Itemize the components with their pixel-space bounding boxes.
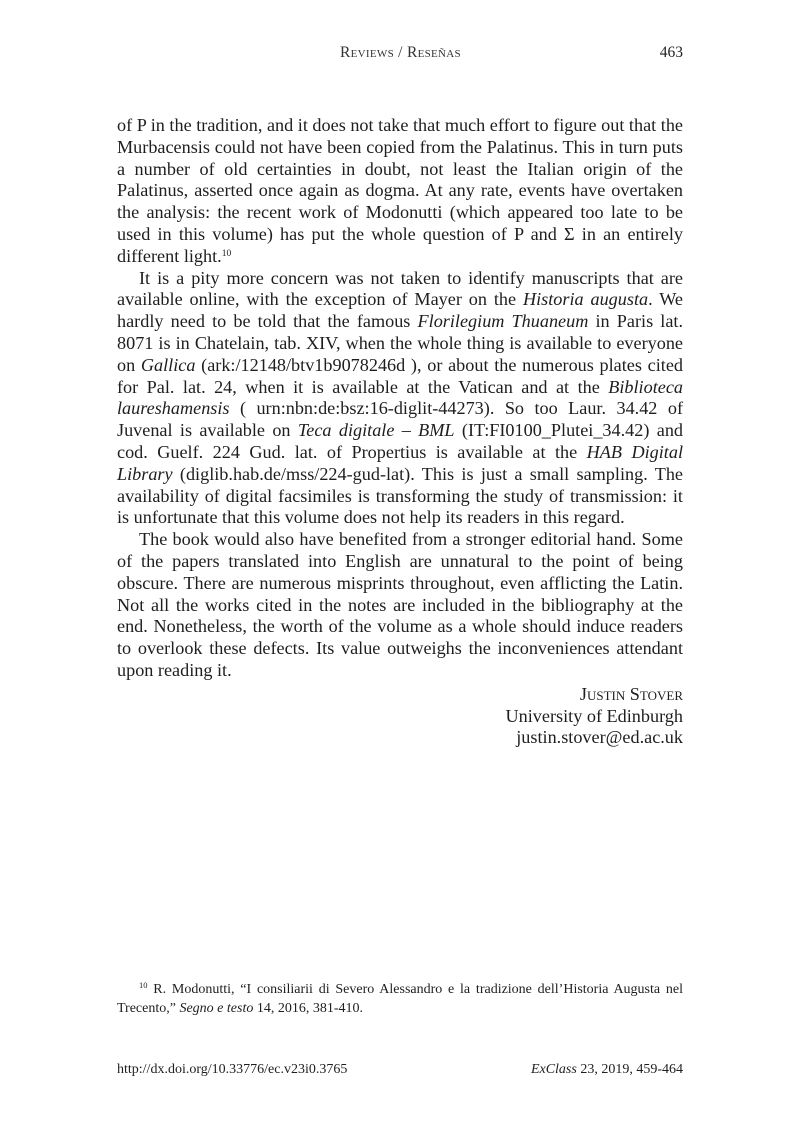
- footnote-text: R. Modonutti, “I consiliarii di Severo Alessandro e la tradizione dell’Historia Augusta nel Trecento,”: [117, 982, 683, 1016]
- title-gallica: Gallica: [140, 354, 196, 375]
- title-hab-digital-library: HAB Digital Library: [117, 441, 683, 484]
- citation-details: 23, 2019, 459-464: [576, 1062, 683, 1077]
- title-florilegium-thuaneum: Florilegium Thuaneum: [417, 311, 589, 332]
- doi-link[interactable]: http://dx.doi.org/10.33776/ec.v23i0.3765: [117, 1062, 348, 1077]
- paragraph-1-text: of P in the tradition, and it does not take that much effort to figure out that the Murbacensis could not have been copied from the Palatinus. This in turn puts a number of old certainties in doubt, not least the Italian origin of the Palatinus, asserted once again as dogma. At any rate, events have overtaken the analysis: the recent work of Modonutti (which appeared too late to be used in this volume) has put the whole question of P and Σ in an entirely different light.: [117, 115, 683, 266]
- author-name: Justin Stover: [579, 684, 683, 704]
- paragraph-3: The book would also have benefited from a stronger editorial hand. Some of the papers translated into English are unnatural to the point of being obscure. There are numerous misprints throughout, even afflicting the Latin. Not all the works cited in the notes are included in the bibliography at the end. Nonetheless, the worth of the volume as a whole should induce readers to overlook these defects. Its value outweighs the inconveniences attendant upon reading it.: [117, 529, 683, 680]
- page-footer: [117, 1062, 683, 1082]
- journal-name: ExClass: [530, 1062, 577, 1077]
- title-historia-augusta: Historia augusta: [522, 289, 649, 310]
- text-span: (IT:FI0100_Plutei_34.42) and cod. Guelf. 224 Gud. lat. of Propertius is available at the: [117, 420, 684, 462]
- running-header: [117, 44, 683, 68]
- footnotes: [117, 980, 683, 1018]
- text-span: (ark:/12148/btv1b9078246d ), or about the numerous plates cited for Pal. lat. 24, when it is available at the Vatican and at the: [117, 354, 683, 397]
- paragraph-2: [117, 268, 683, 530]
- text-span: It is a pity more concern was not taken to identify manuscripts that are available online, with the exception of Mayer on the: [117, 267, 683, 310]
- text-span: (diglib.hab.de/mss/224-gud-lat). This is just a small sampling. The availability of digital facsimiles is transforming the study of transmission: it is unfortunate that this volume does not help its readers in this regard.: [117, 463, 683, 528]
- text-span: . We hardly need to be told that the famous: [117, 289, 684, 332]
- author-email[interactable]: justin.stover@ed.ac.uk: [516, 727, 683, 747]
- text-span: ( urn:nbn:de:bsz:16-diglit-44273). So too Laur. 34.42 of Juvenal is available on: [117, 398, 683, 441]
- title-biblioteca-laureshamensis: Biblioteca laureshamensis: [117, 376, 683, 419]
- text-span: in Paris lat. 8071 is in Chatelain, tab. XIV, when the whole thing is available to everyone on: [117, 311, 684, 375]
- footnote-ref-10[interactable]: 10: [221, 248, 232, 259]
- journal-citation: [531, 1062, 683, 1078]
- running-title: Reviews / Reseñas: [340, 44, 461, 61]
- title-teca-digitale: Teca digitale – BML: [297, 420, 455, 441]
- title-segno-e-testo: Segno e testo: [179, 1001, 254, 1016]
- paragraph-1: [117, 115, 683, 268]
- footnote-text: 14, 2016, 381-410.: [253, 1001, 364, 1016]
- author-affiliation: University of Edinburgh: [505, 705, 683, 726]
- footnote-number: 10: [139, 980, 148, 990]
- page-number: 463: [659, 44, 683, 61]
- author-signature: [506, 684, 683, 749]
- footnote-10: [117, 980, 683, 1018]
- article-body: [117, 115, 683, 682]
